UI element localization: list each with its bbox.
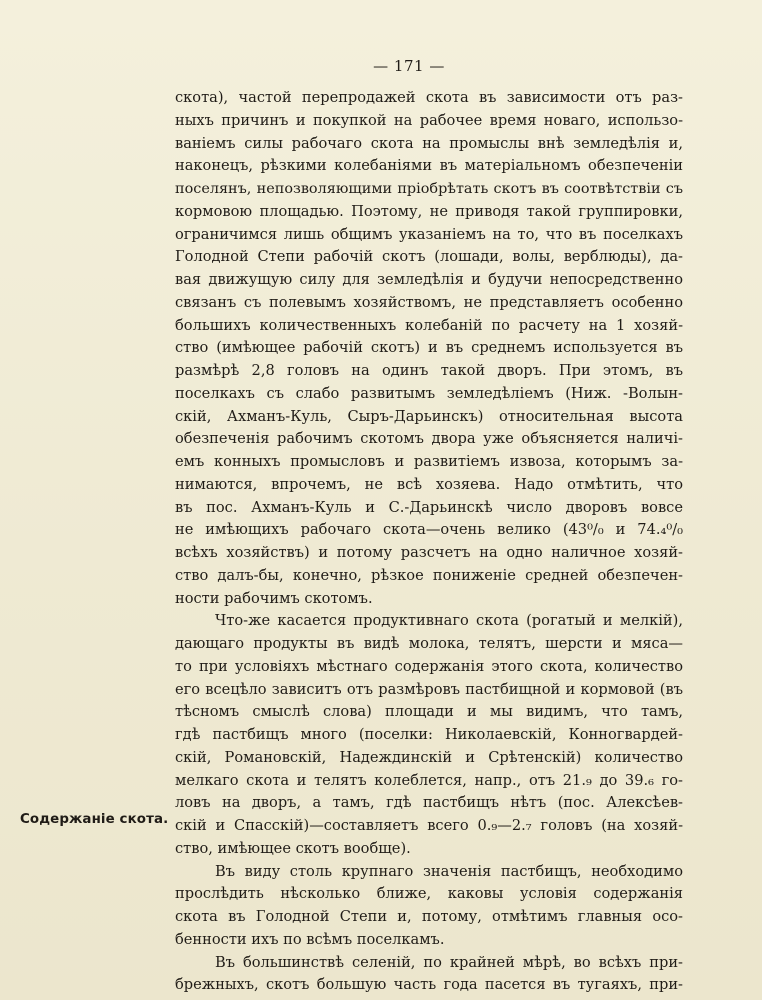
text-line: Что-же касается продуктивнаго скота (рогатый и мелкiй),: [215, 612, 683, 630]
text-line: Въ виду столь крупнаго значенiя пастбищъ, необходимо: [215, 862, 683, 880]
text-line: Въ большинствѣ селенiй, по крайней мѣрѣ, во всѣхъ при-: [215, 953, 683, 971]
text-line: тѣсномъ смыслѣ слова) площади и мы видимъ, что тамъ,: [175, 703, 683, 721]
text-line: въ пос. Ахманъ-Куль и С.-Дарьинскѣ число дворовъ вовсе: [175, 498, 683, 516]
text-line: ванiемъ силы рабочаго скота на промыслы внѣ земледѣлiя и,: [175, 134, 683, 152]
text-line: дающаго продукты въ видѣ молока, телятъ, шерсти и мяса—: [175, 635, 683, 652]
text-line: скiй и Спасскiй)—составляетъ всего 0.₉—2.₇ головъ (на хозяй-: [175, 817, 683, 834]
text-line: Голодной Степи рабочiй скотъ (лошади, волы, верблюды), да-: [175, 248, 683, 266]
text-line: поселянъ, непозволяющими прiобрѣтать скотъ въ соотвѣтствiи съ: [175, 181, 683, 197]
text-line: кормовою площадью. Поэтому, не приводя такой группировки,: [175, 202, 683, 220]
text-line: ство (имѣющее рабочiй скотъ) и въ среднемъ используется въ: [175, 339, 683, 357]
text-line: ство далъ-бы, конечно, рѣзкое пониженiе средней обезпечен-: [175, 566, 683, 584]
text-line: то при условiяхъ мѣстнаго содержанiя этого скота, количество: [175, 657, 683, 675]
text-line: ство, имѣющее скотъ вообще).: [175, 839, 411, 857]
text-line: не имѣющихъ рабочаго скота—очень велико (43⁰/₀ и 74.₄⁰/₀: [175, 521, 683, 539]
text-line: наконецъ, рѣзкими колебанiями въ матерiальномъ обезпеченiи: [175, 157, 683, 175]
text-line: вая движущую силу для земледѣлiя и будучи непосредственно: [175, 271, 683, 288]
text-line: бенности ихъ по всѣмъ поселкамъ.: [175, 930, 445, 948]
text-line: скiй, Романовскiй, Надеждинскiй и Срѣтенскiй) количество: [175, 748, 683, 766]
text-line: ныхъ причинъ и покупкой на рабочее время новаго, использо-: [175, 111, 683, 129]
margin-heading: Содержанiе скота.: [20, 812, 169, 827]
text-line: большихъ количественныхъ колебанiй по расчету на 1 хозяй-: [175, 316, 684, 334]
text-line: поселкахъ съ слабо развитымъ земледѣлiемъ (Ниж. -Волын-: [175, 384, 683, 402]
text-line: прослѣдить нѣсколько ближе, каковы условiя содержанiя: [175, 885, 683, 903]
text-line: скiй, Ахманъ-Куль, Сыръ-Дарьинскъ) относительная высота: [175, 407, 683, 425]
text-line: ограничимся лишь общимъ указанiемъ на то, что въ поселкахъ: [175, 225, 683, 243]
text-line: скота въ Голодной Степи и, потому, отмѣтимъ главныя осо-: [175, 908, 683, 925]
text-line: ловъ на дворъ, а тамъ, гдѣ пастбищъ нѣтъ (пос. Алексѣев-: [175, 794, 683, 812]
text-line: мелкаго скота и телятъ колеблется, напр., отъ 21.₉ до 39.₆ го-: [175, 771, 683, 789]
text-line: гдѣ пастбищъ много (поселки: Николаевскiй, Конногвардей-: [175, 726, 683, 743]
text-line: ности рабочимъ скотомъ.: [175, 589, 373, 607]
text-line: нимаются, впрочемъ, не всѣ хозяева. Надо отмѣтить, что: [175, 475, 683, 493]
body-text: [175, 87, 683, 997]
text-line: обезпеченiя рабочимъ скотомъ двора уже объясняется наличi-: [175, 430, 683, 448]
text-line: связанъ съ полевымъ хозяйствомъ, не представляетъ особенно: [175, 293, 683, 311]
text-line: емъ конныхъ промысловъ и развитiемъ извоза, которымъ за-: [175, 453, 683, 470]
text-line: размѣрѣ 2,8 головъ на одинъ такой дворъ. При этомъ, въ: [175, 362, 683, 379]
text-line: скота), частой перепродажей скота въ зависимости отъ раз-: [175, 89, 683, 106]
text-line: его всецѣло зависитъ отъ размѣровъ пастбищной и кормовой (въ: [175, 680, 683, 698]
text-line: всѣхъ хозяйствъ) и потому разсчетъ на одно наличное хозяй-: [175, 544, 683, 561]
text-line: брежныхъ, скотъ большую часть года пасется въ тугаяхъ, при-: [175, 976, 683, 994]
page-number: — 171 —: [373, 57, 445, 75]
